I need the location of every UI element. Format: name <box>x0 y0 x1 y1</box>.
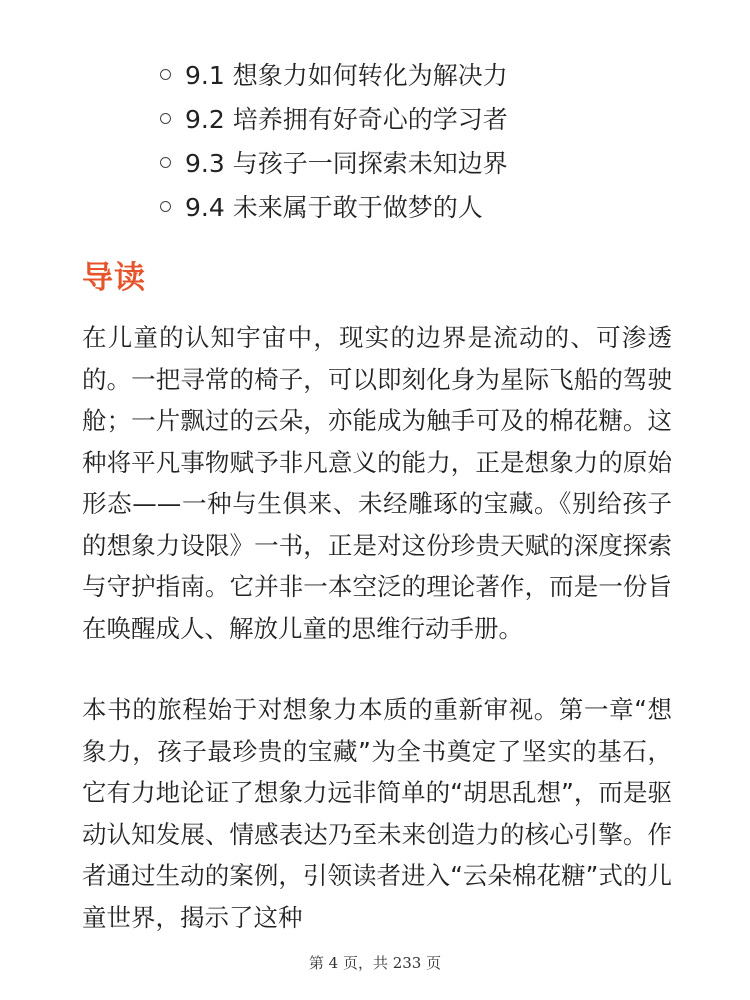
toc-item[interactable] <box>160 184 508 228</box>
section-heading: 导读 <box>82 260 146 296</box>
page-number-footer: 第 4 页，共 233 页 <box>308 954 442 972</box>
circle-bullet-icon <box>160 157 171 168</box>
circle-bullet-icon <box>160 69 171 80</box>
toc-item-label: 9.4 未来属于敢于做梦的人 <box>185 193 483 222</box>
toc-item-label: 9.2 培养拥有好奇心的学习者 <box>185 105 508 134</box>
toc-item-label: 9.1 想象力如何转化为解决力 <box>185 61 508 90</box>
circle-bullet-icon <box>160 201 171 212</box>
toc-item-label: 9.3 与孩子一同探索未知边界 <box>185 149 508 178</box>
toc-item[interactable] <box>160 52 508 96</box>
body-paragraph: 本书的旅程始于对想象力本质的重新审视。第一章“想象力，孩子最珍贵的宝藏”为全书奠定了坚实的基石，它有力地论证了想象力远非简单的“胡思乱想”，而是驱动认知发展、情感表达乃至未来创造力的核心引擎。作者通过生动的案例，引领读者进入“云朵棉花糖”式的儿童世界，揭示了这种 <box>82 695 672 932</box>
toc-item[interactable] <box>160 96 508 140</box>
body-paragraph: 在儿童的认知宇宙中，现实的边界是流动的、可渗透的。一把寻常的椅子，可以即刻化身为星际飞船的驾驶舱；一片飘过的云朵，亦能成为触手可及的棉花糖。这种将平凡事物赋予非凡意义的能力，正是想象力的原始形态——一种与生俱来、未经雕琢的宝藏。《别给孩子的想象力设限》一书，正是对这份珍贵天赋的深度探索与守护指南。它并非一本空泛的理论著作，而是一份旨在唤醒成人、解放儿童的思维行动手册。 <box>82 323 672 643</box>
toc-item[interactable] <box>160 140 508 184</box>
circle-bullet-icon <box>160 113 171 124</box>
table-of-contents <box>160 52 508 228</box>
